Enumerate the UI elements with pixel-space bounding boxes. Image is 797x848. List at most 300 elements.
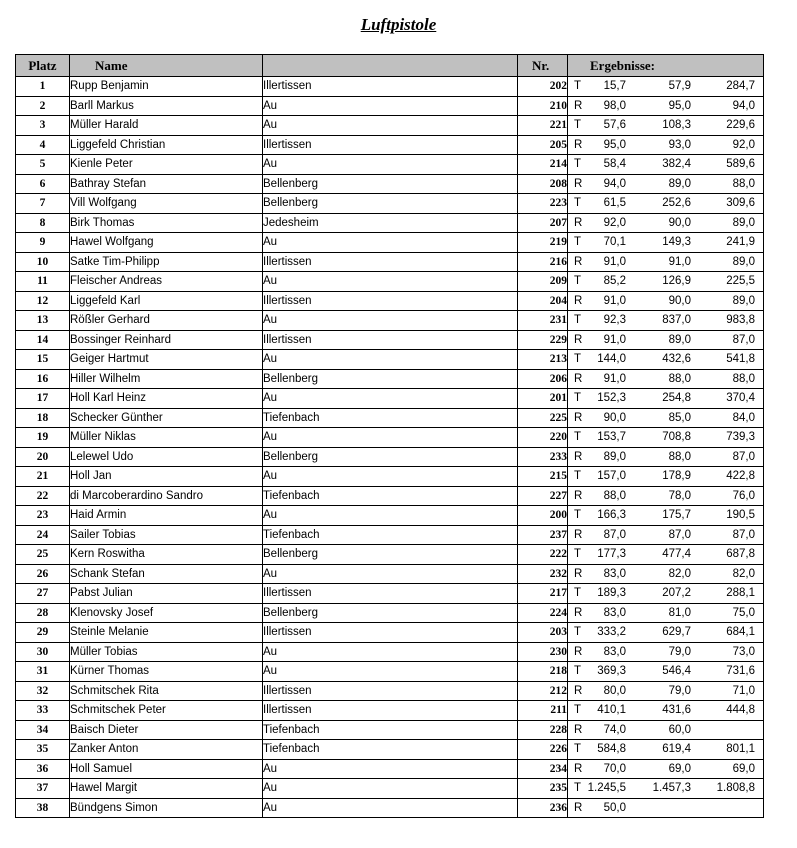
result-value-1: 333,2	[597, 626, 626, 638]
club-cell: Bellenberg	[263, 545, 518, 565]
result-type: R	[574, 723, 583, 736]
shooter-name-cell: Birk Thomas	[70, 213, 263, 233]
number-cell: 224	[518, 603, 568, 623]
rank-cell: 26	[16, 564, 70, 584]
result-value-1: 58,4	[603, 158, 626, 170]
result-value-2: 69,0	[668, 762, 691, 775]
results-cell	[568, 681, 764, 701]
result-type: T	[574, 314, 582, 326]
table-row	[16, 467, 764, 487]
results-cell	[568, 389, 764, 409]
shooter-name-cell: Bündgens Simon	[70, 798, 263, 818]
shooter-name-cell: Fleischer Andreas	[70, 272, 263, 292]
club-cell: Tiefenbach	[263, 408, 518, 428]
club-cell: Au	[263, 272, 518, 292]
result-value-1: 584,8	[597, 743, 626, 755]
club-cell: Tiefenbach	[263, 525, 518, 545]
rank-cell: 25	[16, 545, 70, 565]
club-cell: Au	[263, 116, 518, 136]
table-row	[16, 486, 764, 506]
shooter-name-cell: Rupp Benjamin	[70, 77, 263, 97]
results-body	[16, 77, 764, 818]
result-type: R	[574, 138, 583, 151]
result-value-1: 95,0	[603, 138, 626, 151]
results-cell	[568, 428, 764, 448]
result-type: R	[574, 216, 583, 229]
result-type: R	[574, 528, 583, 541]
results-cell	[568, 272, 764, 292]
shooter-name-cell: Liggefeld Christian	[70, 135, 263, 155]
number-cell: 228	[518, 720, 568, 740]
rank-cell: 13	[16, 311, 70, 331]
result-value-1: 87,0	[603, 528, 626, 541]
club-cell: Bellenberg	[263, 369, 518, 389]
number-cell: 211	[518, 701, 568, 721]
club-cell: Au	[263, 428, 518, 448]
number-cell: 205	[518, 135, 568, 155]
shooter-name-cell: Rößler Gerhard	[70, 311, 263, 331]
shooter-name-cell: Haid Armin	[70, 506, 263, 526]
table-row	[16, 213, 764, 233]
rank-cell: 19	[16, 428, 70, 448]
results-cell	[568, 291, 764, 311]
results-cell	[568, 116, 764, 136]
result-type: R	[574, 99, 583, 112]
rank-cell: 36	[16, 759, 70, 779]
number-cell: 234	[518, 759, 568, 779]
table-row	[16, 428, 764, 448]
result-value-2: 629,7	[662, 626, 691, 638]
results-cell	[568, 798, 764, 818]
result-value-2: 432,6	[662, 353, 691, 365]
result-type: T	[574, 353, 582, 365]
table-row	[16, 759, 764, 779]
result-value-2: 79,0	[668, 645, 691, 658]
result-value-2: 90,0	[668, 216, 691, 229]
result-value-1: 80,0	[603, 684, 626, 697]
number-cell: 222	[518, 545, 568, 565]
result-value-1: 74,0	[603, 723, 626, 736]
result-value-1: 15,7	[603, 80, 626, 92]
rank-cell: 3	[16, 116, 70, 136]
result-value-3: 731,6	[726, 665, 755, 677]
result-value-2: 708,8	[662, 431, 691, 443]
table-row	[16, 603, 764, 623]
result-value-3: 687,8	[726, 548, 755, 560]
result-type: R	[574, 372, 583, 385]
result-value-2: 837,0	[662, 314, 691, 326]
results-cell	[568, 584, 764, 604]
rank-cell: 9	[16, 233, 70, 253]
result-value-2: 57,9	[668, 80, 691, 92]
club-cell: Au	[263, 506, 518, 526]
results-cell	[568, 369, 764, 389]
result-value-3: 89,0	[732, 216, 755, 229]
result-value-2: 546,4	[662, 665, 691, 677]
result-value-1: 91,0	[603, 372, 626, 385]
results-cell	[568, 662, 764, 682]
club-cell: Au	[263, 233, 518, 253]
result-value-1: 91,0	[603, 333, 626, 346]
table-row	[16, 584, 764, 604]
shooter-name-cell: Schmitschek Rita	[70, 681, 263, 701]
result-type: T	[574, 548, 582, 560]
table-row	[16, 623, 764, 643]
table-row	[16, 701, 764, 721]
shooter-name-cell: Bathray Stefan	[70, 174, 263, 194]
club-cell: Au	[263, 467, 518, 487]
result-type: T	[574, 158, 582, 170]
number-cell: 235	[518, 779, 568, 799]
club-cell: Au	[263, 311, 518, 331]
result-value-3: 88,0	[732, 372, 755, 385]
header-row	[16, 55, 764, 77]
result-type: T	[574, 470, 582, 482]
result-value-2: 88,0	[668, 450, 691, 463]
result-value-1: 61,5	[603, 197, 626, 209]
shooter-name-cell: Müller Harald	[70, 116, 263, 136]
club-cell: Au	[263, 389, 518, 409]
shooter-name-cell: Baisch Dieter	[70, 720, 263, 740]
result-type: T	[574, 704, 582, 716]
table-row	[16, 252, 764, 272]
number-cell: 236	[518, 798, 568, 818]
result-value-2: 207,2	[662, 587, 691, 599]
table-row	[16, 369, 764, 389]
club-cell: Bellenberg	[263, 447, 518, 467]
club-cell: Au	[263, 798, 518, 818]
results-cell	[568, 642, 764, 662]
table-row	[16, 545, 764, 565]
club-cell: Au	[263, 96, 518, 116]
results-cell	[568, 447, 764, 467]
shooter-name-cell: Hiller Wilhelm	[70, 369, 263, 389]
number-cell: 226	[518, 740, 568, 760]
shooter-name-cell: di Marcoberardino Sandro	[70, 486, 263, 506]
rank-cell: 14	[16, 330, 70, 350]
result-value-3: 88,0	[732, 177, 755, 190]
number-cell: 215	[518, 467, 568, 487]
result-value-3: 71,0	[732, 684, 755, 697]
rank-cell: 33	[16, 701, 70, 721]
result-value-1: 70,1	[603, 236, 626, 248]
results-cell	[568, 603, 764, 623]
club-cell: Tiefenbach	[263, 486, 518, 506]
number-cell: 218	[518, 662, 568, 682]
result-value-3: 87,0	[732, 450, 755, 463]
result-value-1: 83,0	[603, 606, 626, 619]
shooter-name-cell: Hawel Margit	[70, 779, 263, 799]
result-value-2: 477,4	[662, 548, 691, 560]
club-cell: Illertissen	[263, 701, 518, 721]
club-cell: Illertissen	[263, 252, 518, 272]
result-value-3: 84,0	[732, 411, 755, 424]
number-cell: 221	[518, 116, 568, 136]
result-value-1: 1.245,5	[587, 782, 626, 794]
club-cell: Au	[263, 779, 518, 799]
result-type: T	[574, 197, 582, 209]
rank-cell: 6	[16, 174, 70, 194]
result-value-3: 73,0	[732, 645, 755, 658]
club-cell: Illertissen	[263, 291, 518, 311]
result-value-2: 149,3	[662, 236, 691, 248]
shooter-name-cell: Müller Niklas	[70, 428, 263, 448]
club-cell: Bellenberg	[263, 194, 518, 214]
shooter-name-cell: Klenovsky Josef	[70, 603, 263, 623]
header-nr: Nr.	[518, 55, 568, 77]
result-value-2: 93,0	[668, 138, 691, 151]
number-cell: 225	[518, 408, 568, 428]
rank-cell: 28	[16, 603, 70, 623]
result-value-3: 87,0	[732, 528, 755, 541]
result-type: T	[574, 782, 582, 794]
result-value-3: 983,8	[726, 314, 755, 326]
result-value-3: 229,6	[726, 119, 755, 131]
result-type: R	[574, 411, 583, 424]
header-club	[263, 55, 518, 77]
club-cell: Bellenberg	[263, 174, 518, 194]
result-value-1: 89,0	[603, 450, 626, 463]
shooter-name-cell: Bossinger Reinhard	[70, 330, 263, 350]
shooter-name-cell: Steinle Melanie	[70, 623, 263, 643]
result-value-3: 89,0	[732, 255, 755, 268]
result-type: R	[574, 255, 583, 268]
result-value-3: 541,8	[726, 353, 755, 365]
result-value-3: 190,5	[726, 509, 755, 521]
number-cell: 217	[518, 584, 568, 604]
number-cell: 206	[518, 369, 568, 389]
rank-cell: 27	[16, 584, 70, 604]
rank-cell: 7	[16, 194, 70, 214]
rank-cell: 4	[16, 135, 70, 155]
table-row	[16, 174, 764, 194]
result-value-3: 589,6	[726, 158, 755, 170]
result-value-2: 178,9	[662, 470, 691, 482]
rank-cell: 31	[16, 662, 70, 682]
shooter-name-cell: Pabst Julian	[70, 584, 263, 604]
result-value-1: 50,0	[603, 801, 626, 814]
number-cell: 229	[518, 330, 568, 350]
table-row	[16, 720, 764, 740]
result-type: R	[574, 333, 583, 346]
rank-cell: 20	[16, 447, 70, 467]
shooter-name-cell: Vill Wolfgang	[70, 194, 263, 214]
result-type: T	[574, 236, 582, 248]
results-cell	[568, 506, 764, 526]
results-table	[15, 54, 764, 818]
club-cell: Au	[263, 662, 518, 682]
number-cell: 203	[518, 623, 568, 643]
result-value-3: 801,1	[726, 743, 755, 755]
table-row	[16, 291, 764, 311]
rank-cell: 11	[16, 272, 70, 292]
result-value-3: 288,1	[726, 587, 755, 599]
result-value-2: 60,0	[668, 723, 691, 736]
result-value-1: 189,3	[597, 587, 626, 599]
results-cell	[568, 135, 764, 155]
results-cell	[568, 701, 764, 721]
result-value-2: 89,0	[668, 177, 691, 190]
result-value-2: 89,0	[668, 333, 691, 346]
number-cell: 208	[518, 174, 568, 194]
table-row	[16, 525, 764, 545]
rank-cell: 15	[16, 350, 70, 370]
result-type: T	[574, 626, 582, 638]
rank-cell: 18	[16, 408, 70, 428]
rank-cell: 29	[16, 623, 70, 643]
club-cell: Illertissen	[263, 135, 518, 155]
shooter-name-cell: Schmitschek Peter	[70, 701, 263, 721]
table-row	[16, 233, 764, 253]
result-value-3: 225,5	[726, 275, 755, 287]
result-value-1: 94,0	[603, 177, 626, 190]
result-value-3: 92,0	[732, 138, 755, 151]
number-cell: 202	[518, 77, 568, 97]
result-type: T	[574, 80, 582, 92]
result-type: R	[574, 567, 583, 580]
result-type: T	[574, 392, 582, 404]
number-cell: 231	[518, 311, 568, 331]
table-row	[16, 350, 764, 370]
result-value-3: 76,0	[732, 489, 755, 502]
result-type: T	[574, 743, 582, 755]
result-value-2: 88,0	[668, 372, 691, 385]
results-cell	[568, 720, 764, 740]
shooter-name-cell: Liggefeld Karl	[70, 291, 263, 311]
shooter-name-cell: Geiger Hartmut	[70, 350, 263, 370]
page-title: Luftpistole	[360, 15, 437, 34]
shooter-name-cell: Barll Markus	[70, 96, 263, 116]
number-cell: 210	[518, 96, 568, 116]
results-cell	[568, 233, 764, 253]
result-type: R	[574, 801, 583, 814]
club-cell: Tiefenbach	[263, 720, 518, 740]
club-cell: Bellenberg	[263, 603, 518, 623]
number-cell: 214	[518, 155, 568, 175]
club-cell: Au	[263, 759, 518, 779]
result-value-1: 83,0	[603, 645, 626, 658]
result-type: T	[574, 587, 582, 599]
header-platz: Platz	[16, 55, 70, 77]
rank-cell: 1	[16, 77, 70, 97]
club-cell: Illertissen	[263, 584, 518, 604]
result-type: R	[574, 177, 583, 190]
results-cell	[568, 350, 764, 370]
rank-cell: 30	[16, 642, 70, 662]
result-value-3: 1.808,8	[716, 782, 755, 794]
header-ergebnisse: Ergebnisse:	[568, 55, 764, 77]
club-cell: Tiefenbach	[263, 740, 518, 760]
results-cell	[568, 174, 764, 194]
result-value-1: 410,1	[597, 704, 626, 716]
number-cell: 232	[518, 564, 568, 584]
table-row	[16, 155, 764, 175]
result-value-3: 284,7	[726, 80, 755, 92]
result-value-2: 254,8	[662, 392, 691, 404]
number-cell: 201	[518, 389, 568, 409]
rank-cell: 21	[16, 467, 70, 487]
table-row	[16, 77, 764, 97]
rank-cell: 17	[16, 389, 70, 409]
header-name: Name	[70, 55, 263, 77]
results-cell	[568, 545, 764, 565]
shooter-name-cell: Kern Roswitha	[70, 545, 263, 565]
result-value-1: 92,0	[603, 216, 626, 229]
result-value-1: 157,0	[597, 470, 626, 482]
result-value-1: 57,6	[603, 119, 626, 131]
shooter-name-cell: Müller Tobias	[70, 642, 263, 662]
result-value-2: 175,7	[662, 509, 691, 521]
rank-cell: 12	[16, 291, 70, 311]
result-type: R	[574, 606, 583, 619]
table-row	[16, 135, 764, 155]
result-value-3: 87,0	[732, 333, 755, 346]
result-value-1: 144,0	[597, 353, 626, 365]
result-value-1: 88,0	[603, 489, 626, 502]
results-cell	[568, 252, 764, 272]
results-cell	[568, 486, 764, 506]
table-row	[16, 389, 764, 409]
club-cell: Jedesheim	[263, 213, 518, 233]
number-cell: 219	[518, 233, 568, 253]
number-cell: 212	[518, 681, 568, 701]
result-value-2: 85,0	[668, 411, 691, 424]
result-value-1: 91,0	[603, 255, 626, 268]
results-cell	[568, 330, 764, 350]
table-row	[16, 564, 764, 584]
club-cell: Illertissen	[263, 330, 518, 350]
result-type: R	[574, 489, 583, 502]
result-value-1: 152,3	[597, 392, 626, 404]
result-type: R	[574, 684, 583, 697]
result-value-2: 382,4	[662, 158, 691, 170]
rank-cell: 34	[16, 720, 70, 740]
result-value-3: 370,4	[726, 392, 755, 404]
club-cell: Au	[263, 155, 518, 175]
table-row	[16, 681, 764, 701]
result-value-1: 177,3	[597, 548, 626, 560]
club-cell: Au	[263, 642, 518, 662]
table-row	[16, 272, 764, 292]
result-value-3: 739,3	[726, 431, 755, 443]
result-type: T	[574, 665, 582, 677]
number-cell: 213	[518, 350, 568, 370]
number-cell: 223	[518, 194, 568, 214]
rank-cell: 10	[16, 252, 70, 272]
shooter-name-cell: Satke Tim-Philipp	[70, 252, 263, 272]
result-value-2: 95,0	[668, 99, 691, 112]
table-row	[16, 798, 764, 818]
rank-cell: 5	[16, 155, 70, 175]
shooter-name-cell: Schecker Günther	[70, 408, 263, 428]
table-row	[16, 740, 764, 760]
result-type: R	[574, 645, 583, 658]
result-value-3: 444,8	[726, 704, 755, 716]
shooter-name-cell: Holl Jan	[70, 467, 263, 487]
rank-cell: 37	[16, 779, 70, 799]
table-row	[16, 447, 764, 467]
result-value-2: 78,0	[668, 489, 691, 502]
number-cell: 230	[518, 642, 568, 662]
rank-cell: 38	[16, 798, 70, 818]
result-value-1: 98,0	[603, 99, 626, 112]
table-row	[16, 506, 764, 526]
result-value-3: 75,0	[732, 606, 755, 619]
result-type: T	[574, 275, 582, 287]
rank-cell: 22	[16, 486, 70, 506]
club-cell: Illertissen	[263, 77, 518, 97]
number-cell: 200	[518, 506, 568, 526]
